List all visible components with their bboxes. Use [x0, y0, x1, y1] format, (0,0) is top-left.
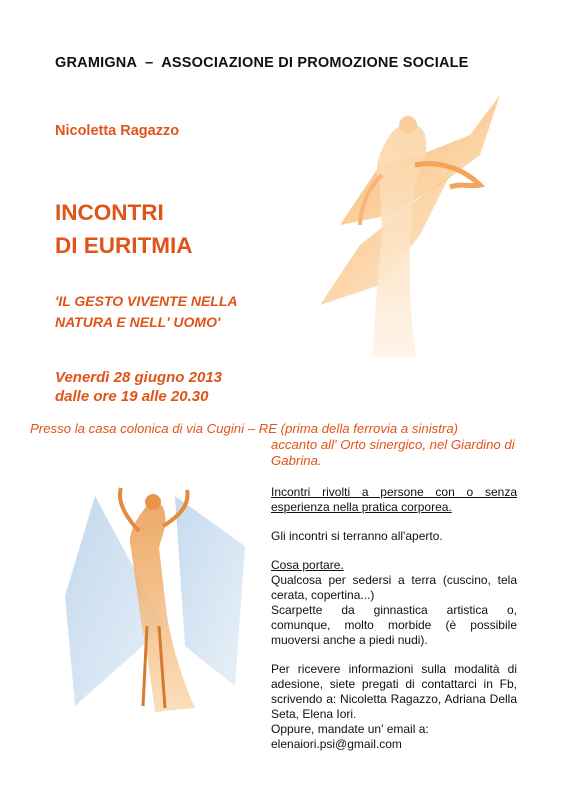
- subtitle-line-2: NATURA E NELL' UOMO': [55, 314, 221, 330]
- bring-heading: Cosa portare.: [271, 558, 344, 572]
- event-title: [55, 196, 193, 262]
- bring-item-2: Scarpette da ginnastica artistica o, comunque, molto morbide (è possibile muoversi anche a piedi nudi).: [271, 603, 517, 647]
- contact-text: Per ricevere informazioni sulla modalità di adesione, siete pregati di contattarci in Fb, scrivendo a: Nicoletta Ragazzo, Adriana Della Seta, Elena Iori.: [271, 662, 517, 721]
- eurythmy-figure-orange: [320, 95, 510, 360]
- outdoor-notice: Gli incontri si terranno all'aperto.: [271, 529, 443, 543]
- subtitle-line-1: 'IL GESTO VIVENTE NELLA: [55, 293, 238, 309]
- date-line-1: Venerdì 28 giugno 2013: [55, 369, 222, 386]
- title-line-1: INCONTRI: [55, 200, 164, 225]
- event-subtitle: [55, 291, 238, 333]
- email-intro: Oppure, mandate un' email a:: [271, 722, 429, 736]
- target-audience-text: Incontri rivolti a persone con o senza esperienza nella pratica corporea.: [271, 485, 517, 514]
- event-date: [55, 368, 222, 406]
- venue-line-2: accanto all' Orto sinergico, nel Giardino di Gabrina.: [271, 437, 515, 468]
- info-block: [271, 485, 517, 752]
- date-line-2: dalle ore 19 alle 20.30: [55, 388, 209, 405]
- eurythmy-figure-blue: [55, 476, 255, 726]
- bring-item-1: Qualcosa per sedersi a terra (cuscino, tela cerata, copertina...): [271, 573, 517, 602]
- association-header: GRAMIGNA – ASSOCIAZIONE DI PROMOZIONE SOCIALE: [55, 55, 469, 71]
- author-name: Nicoletta Ragazzo: [55, 123, 180, 139]
- email-address[interactable]: elenaiori.psi@gmail.com: [271, 737, 402, 751]
- venue-line-1: Presso la casa colonica di via Cugini – RE (prima della ferrovia a sinistra): [30, 421, 459, 436]
- title-line-2: DI EURITMIA: [55, 233, 193, 258]
